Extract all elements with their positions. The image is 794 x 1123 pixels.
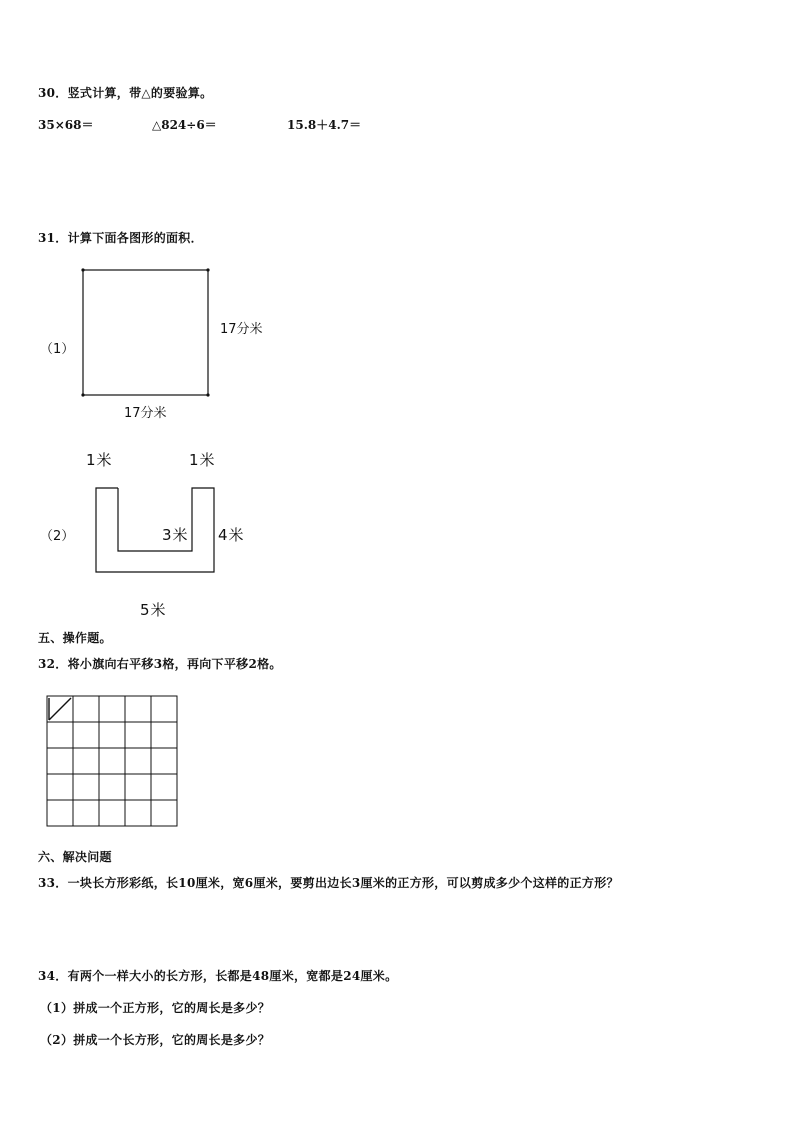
q34-part-2: （2）拼成一个长方形，它的周长是多少？ [40, 1033, 271, 1047]
flag-icon [49, 698, 71, 720]
q32-title: 32．将小旗向右平移3格，再向下平移2格。 [38, 657, 282, 671]
fig2-top-left-label: 1米 [86, 451, 113, 469]
fig1-side-bottom: 17分米 [124, 406, 167, 421]
fig2-inner-label: 3米 [162, 526, 189, 544]
fig1-side-right: 17分米 [220, 322, 263, 337]
section5-title: 五、操作题。 [38, 631, 112, 645]
q30-expr-3: 15.8＋4.7＝ [287, 118, 362, 132]
fig2-marker: （2） [40, 529, 75, 544]
q33-title: 33．一块长方形彩纸，长10厘米，宽6厘米，要剪出边长3厘米的正方形，可以剪成多少个这样的正方形？ [38, 876, 619, 890]
fig2-bottom-label: 5米 [140, 601, 167, 619]
section6-title: 六、解决问题 [38, 850, 112, 864]
fig2-outer-label: 4米 [218, 526, 245, 544]
q30-title: 30．竖式计算，带△的要验算。 [38, 86, 213, 100]
q30-expr-1: 35×68＝ [38, 118, 94, 132]
q31-title: 31．计算下面各图形的面积． [38, 231, 203, 245]
q34-title: 34．有两个一样大小的长方形，长都是48厘米，宽都是24厘米。 [38, 969, 398, 983]
q34-part-1: （1）拼成一个正方形，它的周长是多少？ [40, 1001, 271, 1015]
q30-expr-2: △824÷6＝ [152, 118, 217, 132]
fig2-top-right-label: 1米 [189, 451, 216, 469]
fig1-marker: （1） [40, 342, 75, 357]
